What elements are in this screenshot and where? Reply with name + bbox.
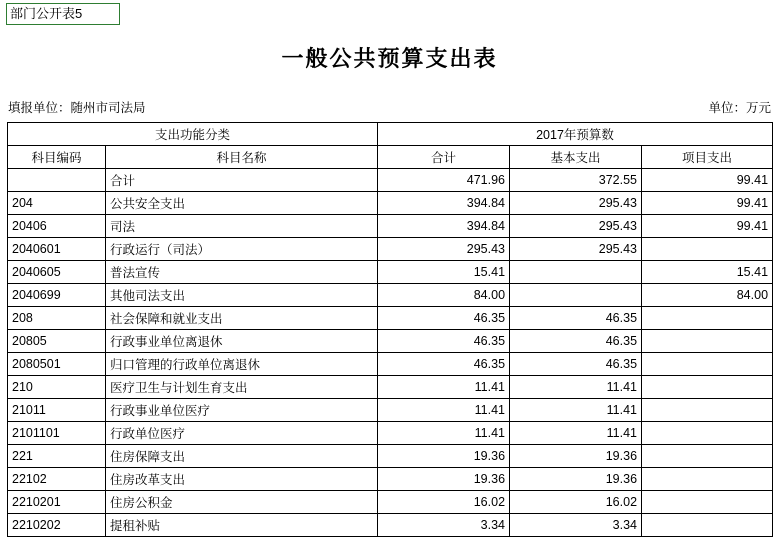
table-row	[8, 422, 773, 445]
cell-total: 46.35	[378, 307, 510, 330]
cell-project: 84.00	[642, 284, 773, 307]
cell-total: 3.34	[378, 514, 510, 537]
cell-project	[642, 514, 773, 537]
cell-name: 公共安全支出	[106, 192, 378, 215]
cell-basic: 295.43	[510, 215, 642, 238]
cell-basic: 19.36	[510, 445, 642, 468]
meta-row	[0, 98, 779, 116]
cell-total: 11.41	[378, 399, 510, 422]
cell-basic: 295.43	[510, 238, 642, 261]
cell-code: 2040601	[8, 238, 106, 261]
cell-name: 行政单位医疗	[106, 422, 378, 445]
cell-code: 2040605	[8, 261, 106, 284]
cell-name: 归口管理的行政单位离退休	[106, 353, 378, 376]
cell-project: 99.41	[642, 215, 773, 238]
table-row	[8, 491, 773, 514]
column-header-code: 科目编码	[8, 146, 106, 169]
table-row	[8, 376, 773, 399]
table-row	[8, 215, 773, 238]
column-header-total: 合计	[378, 146, 510, 169]
cell-project	[642, 353, 773, 376]
cell-name: 医疗卫生与计划生育支出	[106, 376, 378, 399]
cell-project: 99.41	[642, 192, 773, 215]
budget-expenditure-table	[7, 122, 773, 537]
table-row	[8, 353, 773, 376]
page-title: 一般公共预算支出表	[281, 46, 498, 71]
cell-basic: 19.36	[510, 468, 642, 491]
cell-basic	[510, 261, 642, 284]
unit-label: 单位：万元	[708, 101, 771, 115]
table-row	[8, 330, 773, 353]
cell-project: 99.41	[642, 169, 773, 192]
reporting-unit-label: 填报单位：随州市司法局	[8, 101, 146, 115]
cell-basic: 16.02	[510, 491, 642, 514]
cell-name: 行政事业单位医疗	[106, 399, 378, 422]
cell-name: 社会保障和就业支出	[106, 307, 378, 330]
cell-name: 住房公积金	[106, 491, 378, 514]
cell-project	[642, 376, 773, 399]
table-row	[8, 192, 773, 215]
cell-total: 46.35	[378, 353, 510, 376]
column-header-name: 科目名称	[106, 146, 378, 169]
cell-code: 20406	[8, 215, 106, 238]
cell-code: 2040699	[8, 284, 106, 307]
cell-basic: 372.55	[510, 169, 642, 192]
cell-code: 2080501	[8, 353, 106, 376]
cell-code: 22102	[8, 468, 106, 491]
cell-basic: 46.35	[510, 307, 642, 330]
cell-basic	[510, 284, 642, 307]
cell-code: 208	[8, 307, 106, 330]
cell-code: 204	[8, 192, 106, 215]
cell-total: 394.84	[378, 215, 510, 238]
table-row	[8, 238, 773, 261]
cell-basic: 46.35	[510, 330, 642, 353]
group-header-year-budget: 2017年预算数	[378, 123, 773, 146]
cell-basic: 46.35	[510, 353, 642, 376]
cell-project	[642, 468, 773, 491]
cell-total: 19.36	[378, 445, 510, 468]
cell-total: 16.02	[378, 491, 510, 514]
table-row	[8, 514, 773, 537]
cell-total: 84.00	[378, 284, 510, 307]
cell-name: 合计	[106, 169, 378, 192]
cell-project	[642, 491, 773, 514]
cell-name: 行政运行（司法）	[106, 238, 378, 261]
table-row	[8, 169, 773, 192]
cell-total: 11.41	[378, 376, 510, 399]
cell-code: 2210201	[8, 491, 106, 514]
cell-basic: 11.41	[510, 399, 642, 422]
table-group-header-row	[8, 123, 773, 146]
cell-total: 295.43	[378, 238, 510, 261]
cell-name: 普法宣传	[106, 261, 378, 284]
cell-project	[642, 238, 773, 261]
table-row	[8, 468, 773, 491]
cell-basic: 295.43	[510, 192, 642, 215]
cell-name: 住房保障支出	[106, 445, 378, 468]
cell-basic: 11.41	[510, 422, 642, 445]
table-row	[8, 284, 773, 307]
group-header-classification: 支出功能分类	[8, 123, 378, 146]
cell-code: 221	[8, 445, 106, 468]
cell-name: 行政事业单位离退休	[106, 330, 378, 353]
cell-name: 提租补贴	[106, 514, 378, 537]
cell-total: 394.84	[378, 192, 510, 215]
cell-project: 15.41	[642, 261, 773, 284]
cell-project	[642, 330, 773, 353]
form-number-tag: 部门公开表5	[6, 3, 120, 25]
cell-basic: 3.34	[510, 514, 642, 537]
cell-code: 210	[8, 376, 106, 399]
cell-total: 11.41	[378, 422, 510, 445]
cell-name: 司法	[106, 215, 378, 238]
table-body	[8, 169, 773, 537]
cell-code	[8, 169, 106, 192]
table-head	[8, 123, 773, 169]
cell-project	[642, 422, 773, 445]
cell-total: 46.35	[378, 330, 510, 353]
cell-project	[642, 399, 773, 422]
cell-code: 2101101	[8, 422, 106, 445]
cell-total: 19.36	[378, 468, 510, 491]
cell-project	[642, 445, 773, 468]
cell-code: 21011	[8, 399, 106, 422]
cell-basic: 11.41	[510, 376, 642, 399]
cell-total: 15.41	[378, 261, 510, 284]
table-row	[8, 261, 773, 284]
table-row	[8, 399, 773, 422]
table-row	[8, 445, 773, 468]
column-header-project: 项目支出	[642, 146, 773, 169]
cell-code: 2210202	[8, 514, 106, 537]
column-header-basic: 基本支出	[510, 146, 642, 169]
table-row	[8, 307, 773, 330]
cell-total: 471.96	[378, 169, 510, 192]
cell-name: 住房改革支出	[106, 468, 378, 491]
table-column-header-row	[8, 146, 773, 169]
cell-name: 其他司法支出	[106, 284, 378, 307]
cell-code: 20805	[8, 330, 106, 353]
cell-project	[642, 307, 773, 330]
